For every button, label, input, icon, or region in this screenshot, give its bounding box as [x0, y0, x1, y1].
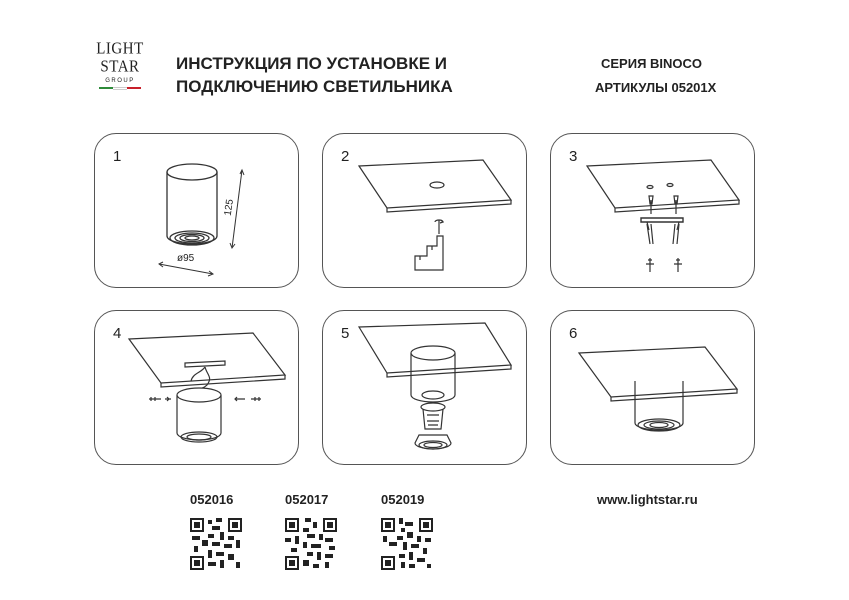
bulb-insertion-illustration [323, 311, 528, 466]
series-name: СЕРИЯ BINOCO [601, 56, 703, 71]
step-number: 2 [341, 148, 350, 165]
page-title [176, 52, 453, 98]
product-code-2: 052017 [285, 492, 329, 507]
step-panel-4 [94, 310, 299, 465]
logo-flag [94, 87, 146, 90]
step-number: 5 [341, 325, 350, 342]
qr-code-052017[interactable] [285, 518, 337, 570]
product-code-1: 052016 [190, 492, 234, 507]
article-numbers: АРТИКУЛЫ 05201X [595, 80, 717, 95]
website-link[interactable]: www.lightstar.ru [597, 492, 698, 507]
step-number: 4 [113, 325, 122, 342]
step-number: 3 [569, 148, 578, 165]
logo-line-1: LIGHT [96, 39, 144, 59]
step-number: 1 [113, 148, 122, 165]
step-panel-5 [322, 310, 527, 465]
brand-logo [94, 40, 146, 98]
step-panel-1 [94, 133, 299, 288]
wiring-illustration [95, 311, 300, 466]
step-panel-3 [550, 133, 755, 288]
step-panel-2 [322, 133, 527, 288]
step-panel-6 [550, 310, 755, 465]
title-line-1: ИНСТРУКЦИЯ ПО УСТАНОВКЕ И [176, 54, 447, 73]
product-code-3: 052019 [381, 492, 425, 507]
logo-line-2: STAR [100, 57, 140, 77]
ceiling-drilling-illustration [323, 134, 528, 289]
step-number: 6 [569, 325, 578, 342]
title-line-2: ПОДКЛЮЧЕНИЮ СВЕТИЛЬНИКА [176, 77, 453, 96]
qr-code-052016[interactable] [190, 518, 242, 570]
height-dimension-label: 125 [222, 198, 236, 217]
logo-line-3: GROUP [105, 78, 135, 84]
qr-code-052019[interactable] [381, 518, 433, 570]
diameter-dimension-label: ø95 [177, 253, 195, 264]
anchors-mounting-illustration [551, 134, 756, 289]
installed-lamp-illustration [551, 311, 756, 466]
lamp-dimensions-illustration [95, 134, 300, 289]
series-info [595, 52, 716, 100]
